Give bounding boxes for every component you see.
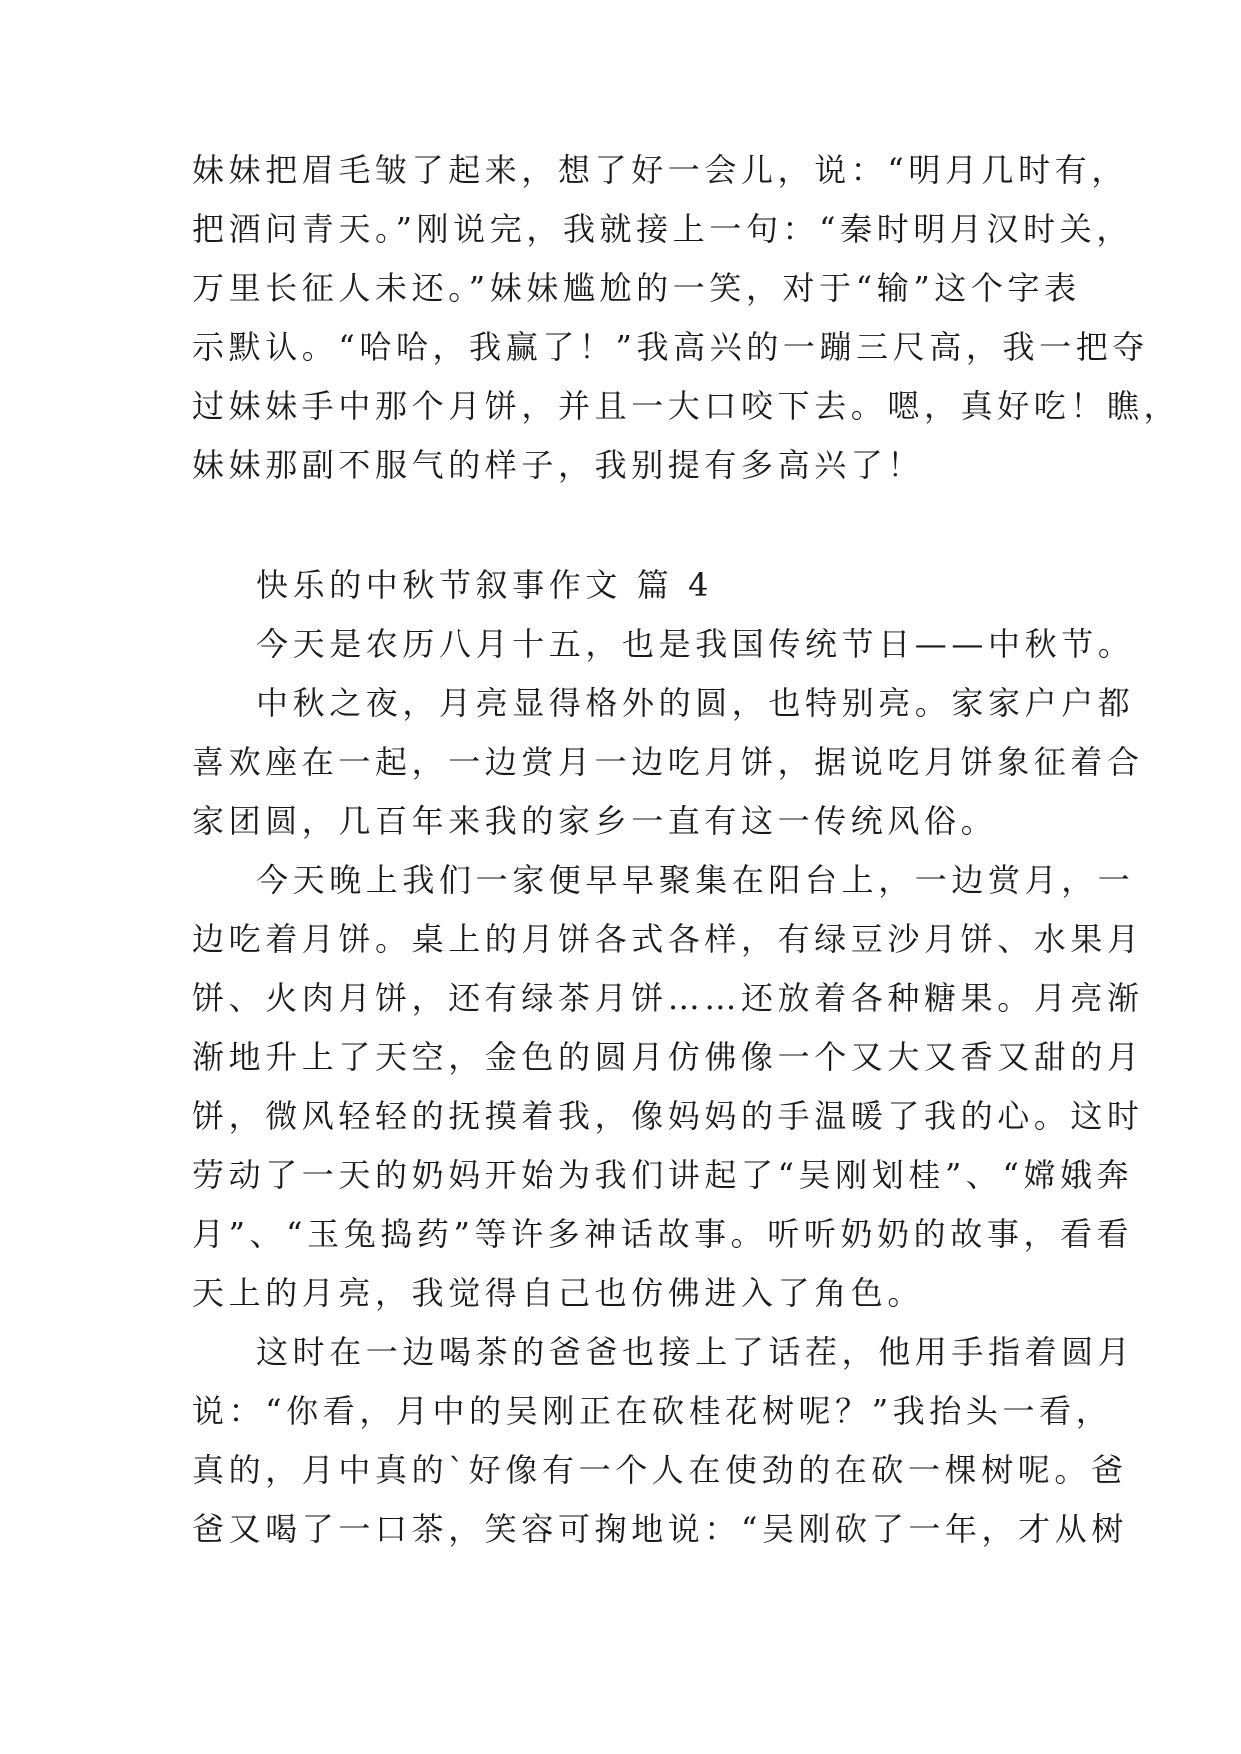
text-line: 妹妹那副不服气的样子，我别提有多高兴了！ bbox=[192, 446, 925, 484]
text-line: 真的，月中真的`好像有一个人在使劲的在砍一棵树呢。爸 bbox=[192, 1451, 1128, 1489]
text-line: 边吃着月饼。桌上的月饼各式各样，有绿豆沙月饼、水果月 bbox=[192, 920, 1144, 958]
text-line: 过妹妹手中那个月饼，并且一大口咬下去。嗯，真好吃！瞧， bbox=[192, 387, 1181, 425]
text-line: 家团圆，几百年来我的家乡一直有这一传统风俗。 bbox=[192, 802, 998, 840]
text-line: 饼，微风轻轻的抚摸着我，像妈妈的手温暖了我的心。这时 bbox=[192, 1097, 1144, 1135]
paragraph-first-line: 中秋之夜，月亮显得格外的圆，也特别亮。家家户户都 bbox=[256, 684, 1135, 722]
paragraph-first-line: 今天是农历八月十五，也是我国传统节日——中秋节。 bbox=[256, 625, 1135, 663]
text-line: 月”、“玉兔捣药”等许多神话故事。听听奶奶的故事，看看 bbox=[192, 1215, 1134, 1253]
text-line: 劳动了一天的奶妈开始为我们讲起了“吴刚划桂”、“嫦娥奔 bbox=[192, 1156, 1134, 1194]
text-line: 万里长征人未还。”妹妹尴尬的一笑，对于“输”这个字表 bbox=[192, 269, 1081, 307]
text-line: 把酒问青天。”刚说完，我就接上一句：“秦时明月汉时关， bbox=[192, 210, 1133, 248]
text-line: 示默认。“哈哈，我赢了！”我高兴的一蹦三尺高，我一把夺 bbox=[192, 328, 1149, 366]
section-heading: 快乐的中秋节叙事作文 篇 4 bbox=[256, 566, 714, 604]
text-line: 天上的月亮，我觉得自己也仿佛进入了角色。 bbox=[192, 1274, 925, 1312]
text-line: 饼、火肉月饼，还有绿茶月饼……还放着各种糖果。月亮渐 bbox=[192, 979, 1144, 1017]
text-line: 渐地升上了天空，金色的圆月仿佛像一个又大又香又甜的月 bbox=[192, 1038, 1144, 1076]
text-line: 说：“你看，月中的吴刚正在砍桂花树呢？”我抬头一看， bbox=[192, 1392, 1113, 1430]
text-line: 喜欢座在一起，一边赏月一边吃月饼，据说吃月饼象征着合 bbox=[192, 743, 1144, 781]
text-line: 爸又喝了一口茶，笑容可掬地说：“吴刚砍了一年，才从树 bbox=[192, 1510, 1128, 1548]
paragraph-first-line: 今天晚上我们一家便早早聚集在阳台上，一边赏月，一 bbox=[256, 861, 1135, 899]
paragraph-first-line: 这时在一边喝茶的爸爸也接上了话茬，他用手指着圆月 bbox=[256, 1333, 1135, 1371]
text-line: 妹妹把眉毛皱了起来，想了好一会儿，说：“明月几时有， bbox=[192, 151, 1128, 189]
